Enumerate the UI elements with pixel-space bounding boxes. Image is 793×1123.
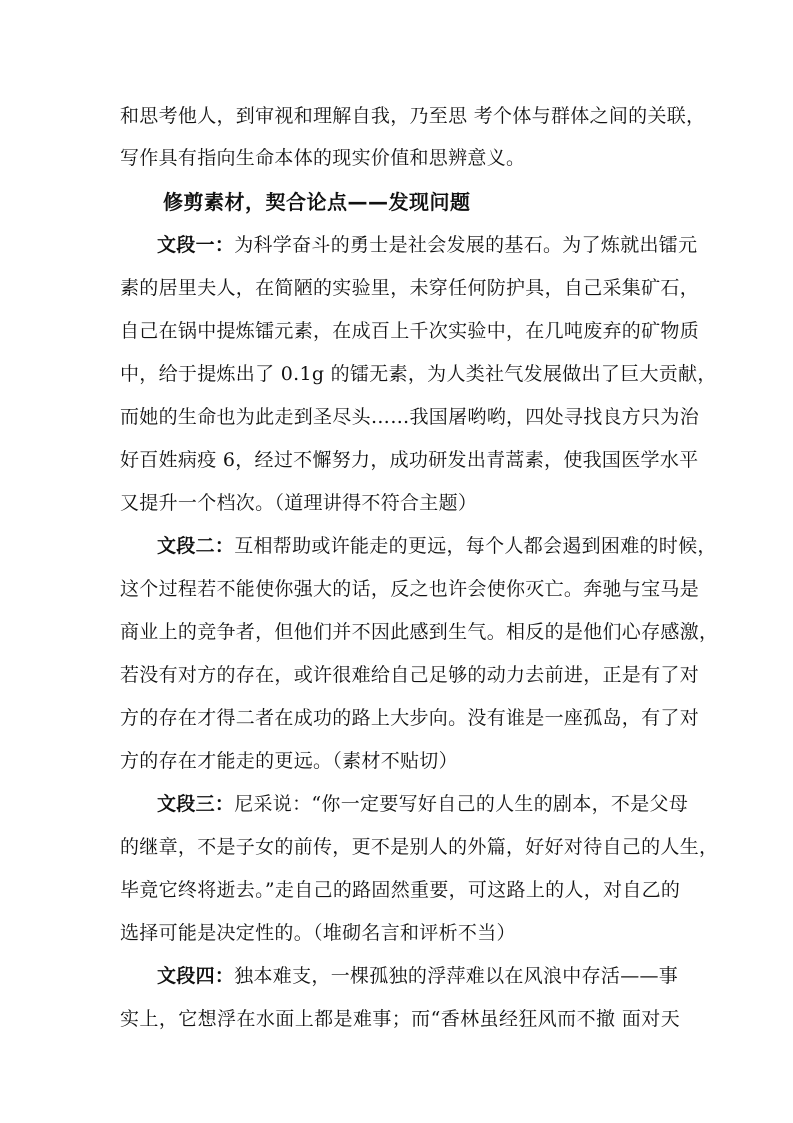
paragraph-label: 文段三：	[157, 793, 235, 815]
paragraph-1-first-line	[157, 232, 698, 258]
paragraph-text: 为科学奋斗的勇士是社会发展的基石。为了炼就出镭元	[234, 234, 698, 256]
section-heading: 修剪素材，契合论点——发现问题	[163, 190, 471, 214]
paragraph-line: 方的存在才能走的更远。（素材不贴切）	[120, 750, 458, 772]
paragraph-line: 的继章，不是子女的前传，更不是别人的外篇，好好对待自己的人生，	[120, 836, 719, 858]
paragraph-line: 商业上的竞争者，但他们并不因此感到生气。相反的是他们心存感激，	[120, 621, 719, 643]
paragraph-line: 中，给于提炼出了 0.1g 的镭无素，为人类社气发展做出了巨大贡献，	[120, 363, 717, 385]
paragraph-line: 好百姓病疫 6，经过不懈努力，成功研发出青蒿素，使我国医学水平	[120, 449, 699, 471]
paragraph-4-first-line	[157, 963, 680, 989]
paragraph-line: 而她的生命也为此走到圣尽头……我国屠哟哟，四处寻找良方只为治	[120, 406, 700, 428]
paragraph-line: 方的存在才得二者在成功的路上大步向。没有谁是一座孤岛，有了对	[120, 707, 700, 729]
paragraph-line: 选择可能是决定性的。（堆砌名言和评析不当）	[120, 922, 516, 944]
paragraph-line: 又提升一个档次。（道理讲得不符合主题）	[120, 492, 478, 514]
paragraph-line: 这个过程若不能使你强大的话，反之也许会使你灭亡。奔驰与宝马是	[120, 578, 700, 600]
paragraph-text: 互相帮助或许能走的更远，每个人都会遏到困难的时候，	[234, 535, 717, 557]
paragraph-line: 若没有对方的存在，或许很难给自己足够的动力去前进，正是有了对	[120, 664, 700, 686]
intro-line: 写作具有指向生命本体的现实价值和思辨意义。	[120, 147, 526, 169]
paragraph-text: 尼采说：“你一定要写好自己的人生的剧本，不是父母	[234, 793, 689, 815]
paragraph-label: 文段一：	[157, 234, 235, 256]
paragraph-line: 实上，它想浮在水面上都是难事；而“香林虽经狂风而不撤 面对天	[120, 1008, 680, 1030]
paragraph-text: 独本难支，一棵孤独的浮萍难以在风浪中存活——事	[234, 965, 679, 987]
paragraph-label: 文段四：	[157, 965, 235, 987]
paragraph-line: 素的居里夫人，在简陋的实验里，未穿任何防护具，自己采集矿石，	[120, 277, 700, 299]
paragraph-2-first-line	[157, 533, 717, 559]
intro-line: 和思考他人，到审视和理解自我，乃至思 考个体与群体之间的关联，	[120, 105, 706, 127]
paragraph-line: 毕竟它终将逝去。”走自己的路固然重要，可这路上的人，对自乙的	[120, 879, 681, 901]
paragraph-3-first-line	[157, 791, 689, 817]
paragraph-line: 自己在锅中提炼镭元素，在成百上千次实验中，在几吨废弃的矿物质	[120, 320, 700, 342]
paragraph-label: 文段二：	[157, 535, 235, 557]
